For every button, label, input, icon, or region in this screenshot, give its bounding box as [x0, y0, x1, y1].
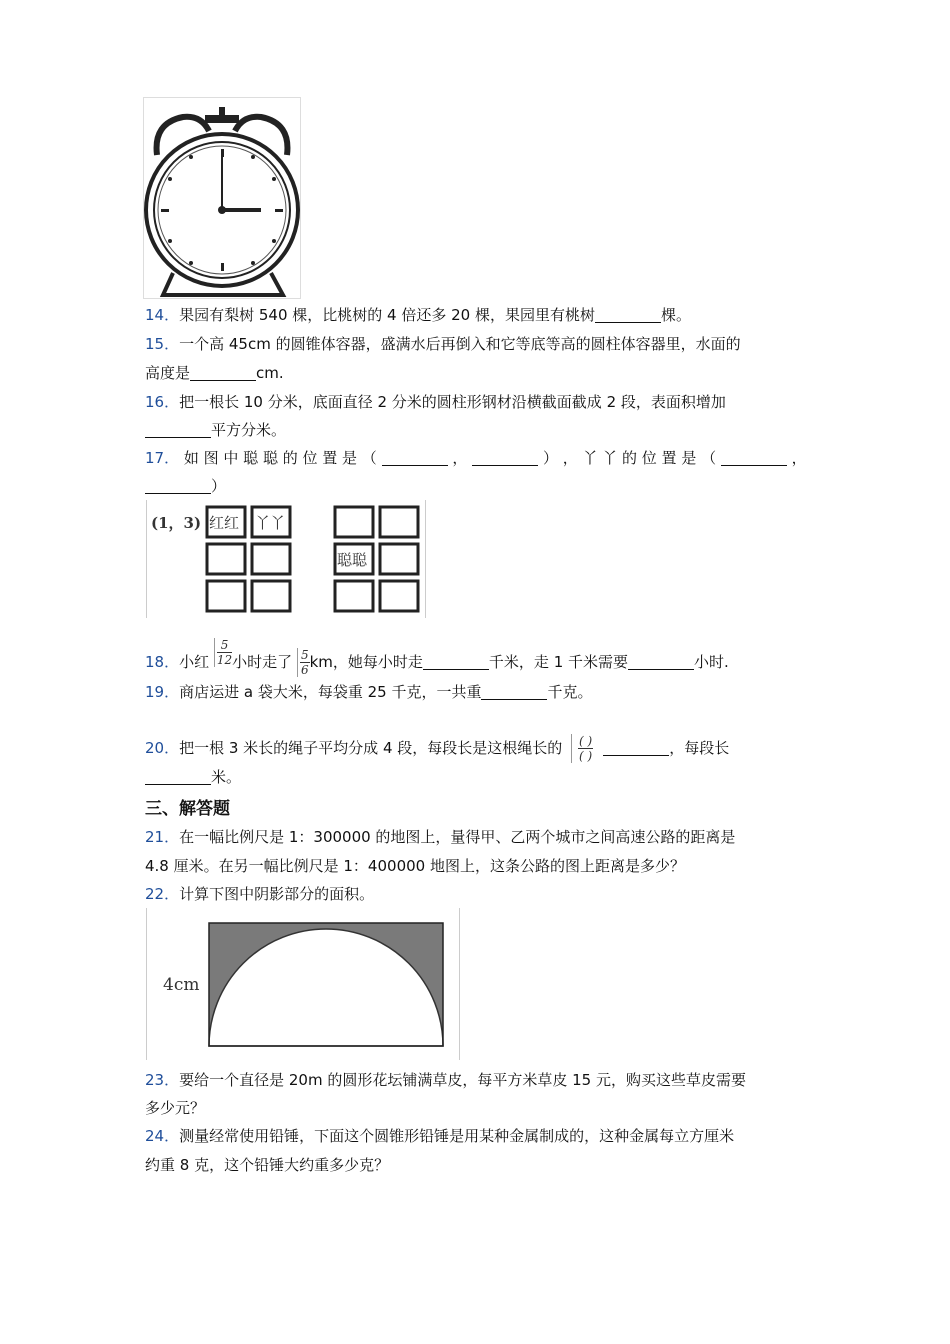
answer-blank — [481, 683, 547, 700]
question-17: 17． 如 图 中 聪 聪 的 位 置 是 （ ， ） ， 丫 丫 的 位 置 是 （ ， — [145, 449, 807, 467]
shaded-area-figure — [146, 908, 460, 1060]
question-number: 15． — [145, 335, 180, 353]
question-number: 19． — [145, 683, 180, 701]
answer-blank — [145, 768, 211, 785]
answer-blank — [603, 739, 669, 756]
seat-grid-diagram — [147, 500, 425, 618]
answer-blank — [628, 653, 694, 670]
question-number: 14． — [145, 306, 180, 324]
fraction-5-6: $\frac{5}{6}$ — [297, 648, 310, 677]
question-number: 24． — [145, 1127, 180, 1145]
section-heading: 三、解答题 — [145, 799, 230, 819]
question-14: 14．果园有梨树 540 棵，比桃树的 4 倍还多 20 棵，果园里有桃树 棵。 — [145, 306, 691, 324]
answer-blank — [472, 449, 538, 466]
answer-blank — [423, 653, 489, 670]
semicircle-diagram — [147, 908, 459, 1060]
question-number: 23． — [145, 1071, 180, 1089]
question-16: 16．把一根长 10 分米，底面直径 2 分米的圆柱形钢材沿横截面截成 2 段，表面积增加 — [145, 393, 726, 411]
cell-label-honghong: 红红 — [209, 514, 240, 532]
cell-label-yaya: 丫丫 — [255, 514, 286, 532]
question-15-cont: 高度是 cm. — [145, 364, 284, 382]
question-20: 20．把一根 3 米长的绳子平均分成 4 段，每段长是这根绳长的 $\frac{( )}{( )}$ ，每段长 — [145, 734, 730, 763]
question-23-cont: 多少元？ — [145, 1099, 206, 1117]
question-number: 18． — [145, 653, 180, 671]
question-19: 19．商店运进 a 袋大米，每袋重 25 千克，一共重 千克。 — [145, 683, 593, 701]
answer-blank — [382, 449, 448, 466]
question-number: 22． — [145, 885, 180, 903]
question-22: 22．计算下图中阴影部分的面积。 — [145, 885, 375, 903]
question-number: 20． — [145, 739, 180, 757]
question-number: 16． — [145, 393, 180, 411]
question-21: 21．在一幅比例尺是 1：300000 的地图上，量得甲、乙两个城市之间高速公路的距离是 — [145, 828, 736, 846]
answer-blank — [595, 306, 661, 323]
answer-blank — [190, 364, 256, 381]
question-24-cont: 约重 8 克，这个铅锤大约重多少克？ — [145, 1156, 390, 1174]
fraction-blank: $\frac{( )}{( )}$ — [571, 734, 599, 763]
seat-grid-figure — [146, 500, 426, 618]
question-16-cont: 平方分米。 — [145, 419, 286, 441]
alarm-clock-figure — [143, 97, 301, 299]
fraction-5-12: $\frac{5}{12}$ — [214, 638, 232, 667]
question-24: 24．测量经常使用铅锤，下面这个圆锥形铅锤是用某种金属制成的，这种金属每立方厘米 — [145, 1127, 735, 1145]
height-label: 4cm — [163, 975, 200, 995]
question-20-cont: 米。 — [145, 766, 241, 788]
question-18: 18．小红 $\frac{5}{12}$小时走了 $\frac{5}{6}km$，她每小时走 千米，走 1 千米需要 小时. — [145, 638, 729, 677]
answer-blank — [145, 477, 211, 494]
answer-blank — [145, 421, 211, 438]
question-23: 23．要给一个直径是 20m 的圆形花坛铺满草皮，每平方米草皮 15 元，购买这些草皮需要 — [145, 1071, 746, 1089]
question-21-cont: 4.8 厘米。在另一幅比例尺是 1：400000 地图上，这条公路的图上距离是多少？ — [145, 857, 685, 875]
question-number: 21． — [145, 828, 180, 846]
question-number: 17． — [145, 449, 180, 467]
answer-blank — [721, 449, 787, 466]
question-15: 15．一个高 45cm 的圆锥体容器，盛满水后再倒入和它等底等高的圆柱体容器里，水面的 — [145, 335, 741, 353]
question-17-cont: ） — [145, 475, 226, 497]
alarm-clock-icon — [143, 97, 301, 299]
cell-label-congcong: 聪聪 — [337, 551, 368, 569]
coord-label: (1，3) — [151, 514, 202, 532]
